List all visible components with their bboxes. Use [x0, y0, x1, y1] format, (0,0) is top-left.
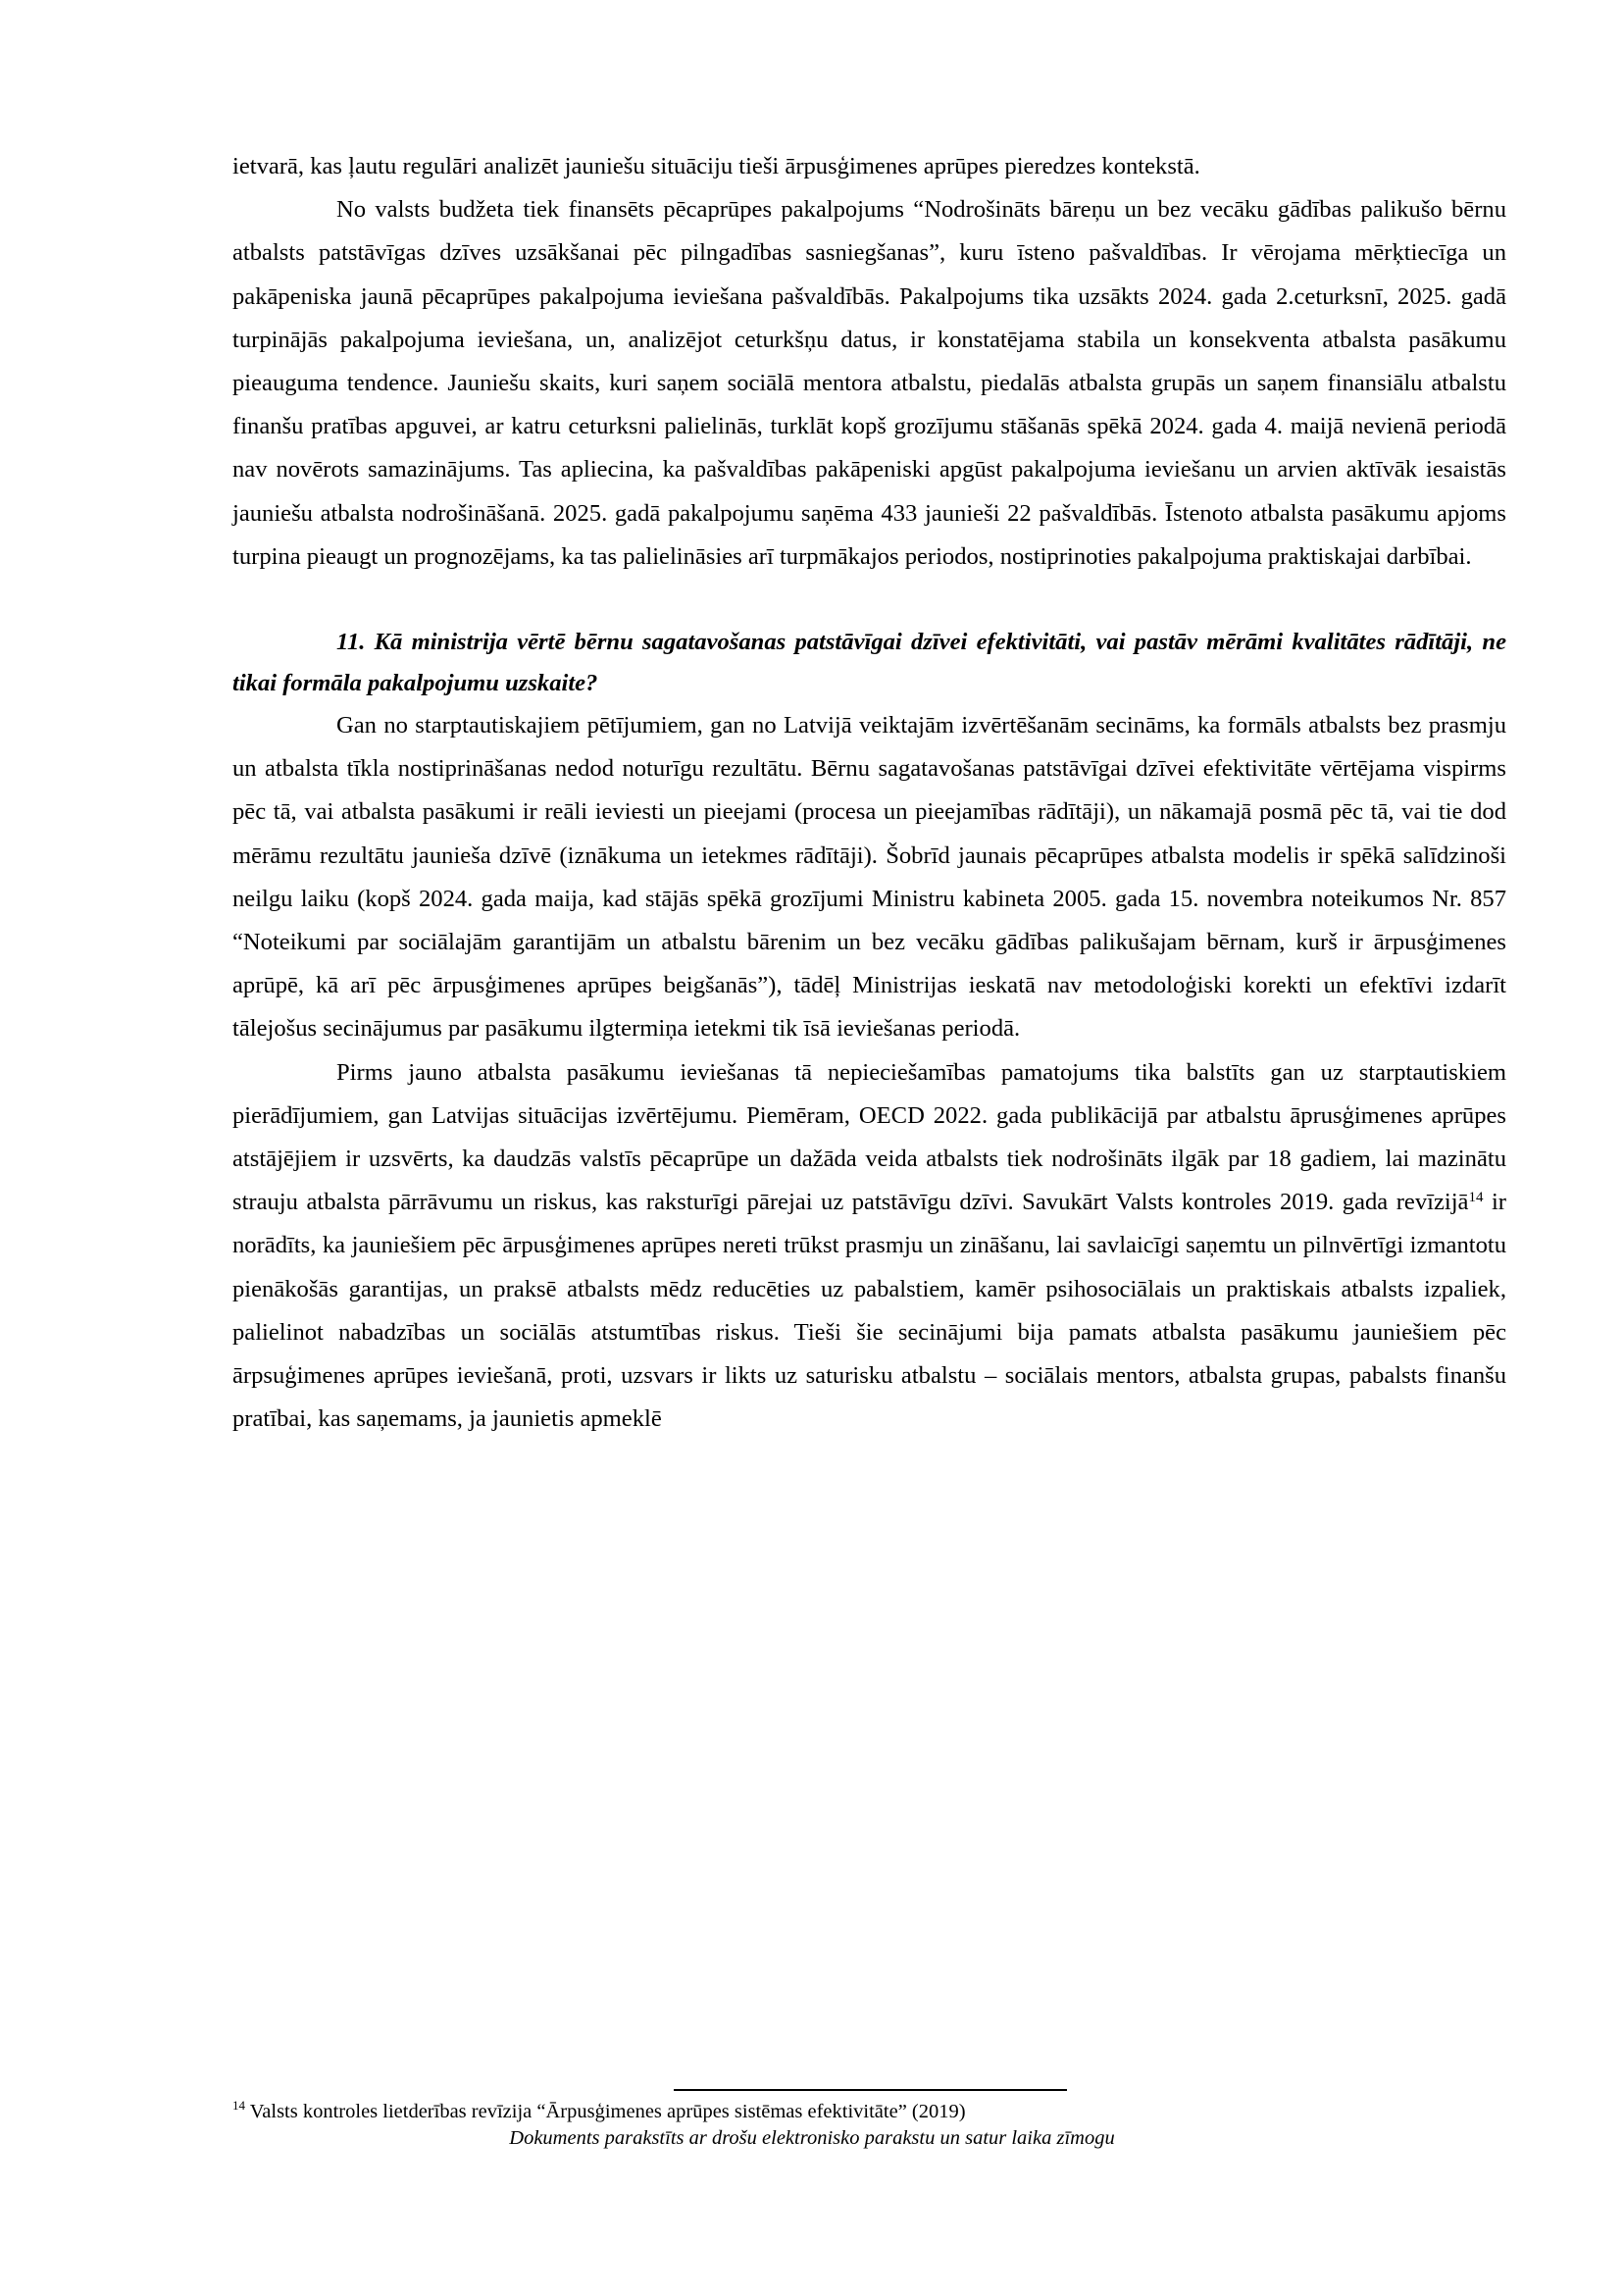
footnote-number: 14 [232, 2098, 245, 2114]
answer-text-before-footnote: Pirms jauno atbalsta pasākumu ieviešanas tā nepieciešamības pamatojums tika balstīts gan uz starptautiskiem pierādījumiem, gan Latvijas situācijas izvērtējumu. Piemēram, OECD 2022. gada publikācijā par atbalstu āprusģimenes aprūpes atstājējiem ir uzsvērts, ka daudzās valstīs pēcaprūpe un dažāda veida atbalsts tiek nodrošināts ilgāk par 18 gadiem, lai mazinātu strauju atbalsta pārrāvumu un riskus, kas raksturīgi pārejai uz patstāvīgu dzīvi. Savukārt Valsts kontroles 2019. gada revīzijā [232, 1058, 1506, 1216]
paragraph-aftercare-service: No valsts budžeta tiek finansēts pēcaprūpes pakalpojums “Nodrošināts bāreņu un bez vecāku gādības palikušo bērnu atbalsts patstāvīgas dzīves uzsākšanai pēc pilngadības sasniegšanas”, kuru īsteno pašvaldības. Ir vērojama mērķtiecīga un pakāpeniska jaunā pēcaprūpes pakalpojuma ieviešana pašvaldībās. Pakalpojums tika uzsākts 2024. gada 2.ceturksnī, 2025. gadā turpinājās pakalpojuma ieviešana, un, analizējot ceturkšņu datus, ir konstatējama stabila un konsekventa atbalsta pasākumu pieauguma tendence. Jauniešu skaits, kuri saņem sociālā mentora atbalstu, piedalās atbalsta grupās un saņem finansiālu atbalstu finanšu pratības apguvei, ar katru ceturksni palielinās, turklāt kopš grozījumu stāšanās spēkā 2024. gada 4. maijā nevienā periodā nav novērots samazinājums. Tas apliecina, ka pašvaldības pakāpeniski apgūst pakalpojuma ieviešanu un arvien aktīvāk iesaistās jauniešu atbalsta nodrošināšanā. 2025. gadā pakalpojumu saņēma 433 jaunieši 22 pašvaldībās. Īstenoto atbalsta pasākumu apjoms turpina pieaugt un prognozējams, ka tas palielināsies arī turpmākajos periodos, nostiprinoties pakalpojuma praktiskajai darbībai. [232, 196, 1506, 570]
paragraph-continuation: ietvarā, kas ļautu regulāri analizēt jauniešu situāciju tieši ārpusģimenes aprūpes pieredzes kontekstā. [232, 153, 1200, 179]
answer-paragraph-efficiency: Gan no starptautiskajiem pētījumiem, gan no Latvijā veiktajām izvērtēšanām secināms, ka formāls atbalsts bez prasmju un atbalsta tīkla nostiprināšanas nedod noturīgu rezultātu. Bērnu sagatavošanas patstāvīgai dzīvei efektivitāte vērtējama vispirms pēc tā, vai atbalsta pasākumi ir reāli ieviesti un pieejami (procesa un pieejamības rādītāji), un nākamajā posmā pēc tā, vai tie dod mērāmu rezultātu jaunieša dzīvē (iznākuma un ietekmes rādītāji). Šobrīd jaunais pēcaprūpes atbalsta modelis ir spēkā salīdzinoši neilgu laiku (kopš 2024. gada maija, kad stājās spēkā grozījumi Ministru kabineta 2005. gada 15. novembra noteikumos Nr. 857 “Noteikumi par sociālajām garantijām un atbalstu bārenim un bez vecāku gādības palikušajam bērnam, kurš ir ārpusģimenes aprūpē, kā arī pēc ārpusģimenes aprūpes beigšanās”), tādēļ Ministrijas ieskatā nav metodoloģiski korekti un efektīvi izdarīt tālejošus secinājumus par pasākumu ilgtermiņa ietekmi tik īsā ieviešanas periodā. [232, 712, 1506, 1043]
body-text-column [232, 145, 1506, 1441]
paragraph-gap [232, 579, 1506, 622]
footnote-reference[interactable]: 14 [1468, 1190, 1484, 1206]
footnote-14 [232, 2099, 1506, 2124]
footnote-separator [674, 2089, 1067, 2091]
question-heading: 11. Kā ministrija vērtē bērnu sagatavošanas patstāvīgai dzīvei efektivitāti, vai pastāv mērāmi kvalitātes rādītāji, ne tikai formāla pakalpojumu uzskaite? [232, 629, 1506, 697]
answer-paragraph-justification [232, 1051, 1506, 1442]
signature-notice: Dokuments parakstīts ar drošu elektronisko parakstu un satur laika zīmogu [509, 2127, 1115, 2149]
footnote-text: Valsts kontroles lietderības revīzija “Ārpusģimenes aprūpes sistēmas efektivitāte” (2019) [245, 2101, 966, 2122]
answer-text-after-footnote: ir norādīts, ka jauniešiem pēc ārpusģimenes aprūpes nereti trūkst prasmju un zināšanu, lai savlaicīgi saņemtu un pilnvērtīgi izmantotu pienākošās garantijas, un praksē atbalsts mēdz reducēties uz pabalstiem, kamēr psihosociālais un praktiskais atbalsts izpaliek, palielinot nabadzības un sociālās atstumtības riskus. Tieši šie secinājumi bija pamats atbalsta pasākumu jauniešiem pēc ārpsuģimenes aprūpes ieviešanā, proti, uzsvars ir likts uz saturisku atbalstu – sociālais mentors, atbalsta grupas, pabalsts finanšu pratībai, kas saņemams, ja jaunietis apmeklē [232, 1189, 1506, 1433]
